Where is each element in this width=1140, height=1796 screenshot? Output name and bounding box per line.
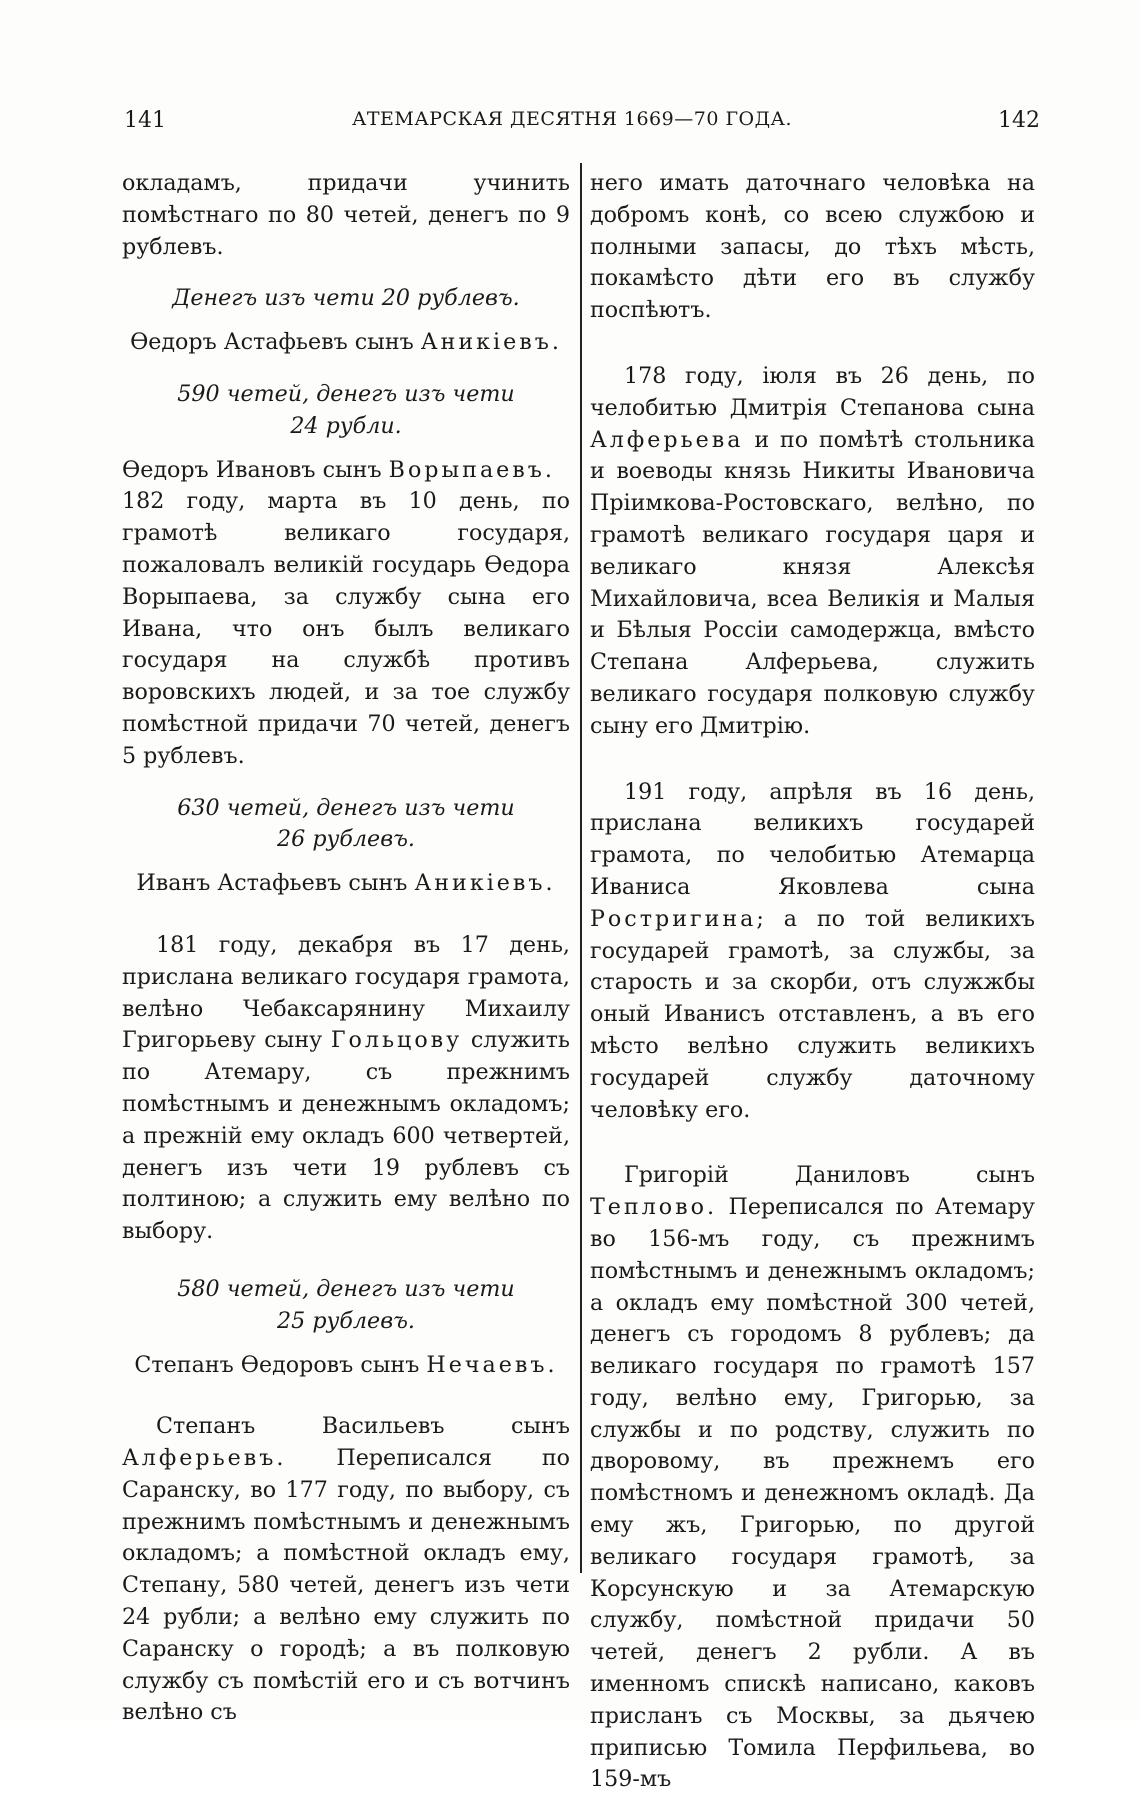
text: 181 году, декабря въ 17 день, прислана великаго государя грамота, велѣно Чебаксарянину Михаилу Григорьеву сыну (122, 931, 570, 1054)
surname-text: Аникіевъ. (414, 870, 556, 897)
surname-text: Ворыпаевъ. (388, 456, 555, 483)
name-text: Ѳедоръ Астафьевъ сынъ (130, 329, 421, 356)
surname-text: Аникіевъ. (420, 329, 562, 356)
name-text: Григорій Даниловъ сынъ (624, 1162, 1035, 1189)
left-heading-2b: 24 рубли. (290, 412, 402, 439)
page-number-right: 142 (998, 108, 1040, 133)
surname-text: Гольцову (330, 1027, 463, 1054)
surname-text: Теплово. (590, 1194, 718, 1221)
left-name-1 (122, 327, 570, 359)
page-number-left: 141 (124, 108, 166, 133)
left-paragraph-1: окладамъ, придачи учинить помѣстнаго по 80 четей, денегъ по 9 рублевъ. (122, 170, 570, 260)
left-heading-1: Денегъ изъ чети 20 рублевъ. (172, 285, 520, 312)
surname-text: Нечаевъ. (426, 1351, 558, 1378)
column-divider (580, 163, 582, 1573)
text: Переписался по Саранску, во 177 году, по выбору, съ прежнимъ помѣстнымъ и денежнымъ окладомъ; а помѣстной окладъ ему, Степану, 580 четей, денегъ изъ чети 24 рубли; а велѣно ему служить по Саранску о городѣ; а въ полковую службу съ помѣстій его и съ вотчинъ велѣно съ (122, 1445, 570, 1726)
right-paragraph-4 (590, 1160, 1035, 1796)
name-text: Степанъ Ѳедоровъ сынъ (134, 1351, 427, 1378)
text: 191 году, апрѣля въ 16 день, прислана великихъ государей грамота, по челобитью Атемарца Иваниса Яковлева сына (590, 778, 1035, 900)
text: и по помѣтѣ стольника и воеводы князь Никиты Ивановича Пріимкова-Ростовскаго, велѣно, по грамотѣ великаго государя царя и великаго князя Алексѣя Михайловича, всеа Великія и Малыя и Бѣлыя Россіи самодержца, вмѣсто Степана Алферьева, служить великаго государя полковую службу сыну его Дмитрію. (590, 426, 1035, 739)
name-text: Ѳедоръ Ивановъ сынъ (122, 456, 389, 483)
right-paragraph-2 (590, 361, 1035, 743)
left-heading-4b: 25 рублевъ. (277, 1307, 415, 1334)
right-paragraph-1: него имать даточнаго человѣка на добромъ конѣ, со всею службою и полными запасы, до тѣхъ мѣсть, покамѣсто дѣти его въ службу поспѣютъ. (590, 170, 1035, 324)
text: служить по Атемару, съ прежнимъ помѣстнымъ и денежнымъ окладомъ; а прежній ему окладъ 600 четвертей, денегъ изъ чети 19 рублевъ съ полтиною; а служить ему велѣно по выбору. (122, 1027, 570, 1245)
left-column (122, 168, 570, 1729)
left-paragraph-3 (122, 930, 570, 1248)
left-heading-3b: 26 рублевъ. (277, 826, 415, 853)
surname-text: Алферьевъ. (122, 1445, 287, 1472)
left-name-3 (122, 868, 570, 900)
text: 178 году, іюля въ 26 день, по челобитью Дмитрія Степанова сына (590, 362, 1035, 421)
surname-text: Ростригина (590, 905, 757, 932)
left-name-2 (122, 455, 570, 487)
left-paragraph-2: 182 году, марта въ 10 день, по грамотѣ великаго государя, пожаловалъ великій государь Ѳедора Ворыпаева, за службу сына его Ивана, что онъ былъ великаго государя на службѣ противъ воровскихъ людей, и за тое службу помѣстной придачи 70 четей, денегъ 5 рублевъ. (122, 488, 570, 769)
right-paragraph-3 (590, 777, 1035, 1127)
left-paragraph-4 (122, 1411, 570, 1729)
name-text: Степанъ Васильевъ сынъ (156, 1413, 570, 1440)
text: Переписался по Атемару во 156-мъ году, съ прежнимъ помѣстнымъ и денежнымъ окладомъ; а окладъ ему помѣстной 300 четей, денегъ съ городомъ 8 рублевъ; да великаго государя по грамотѣ 157 году, велѣно ему, Григорью, за службы и по родству, служить по дворовому, въ прежнемъ его помѣстномъ и денежномъ окладѣ. Да ему жъ, Григорью, по другой великаго государя грамотѣ, за Корсунскую и за Атемарскую службу, помѣстной придачи 50 четей, денегъ 2 рубли. А въ именномъ спискѣ написано, каковъ присланъ съ Москвы, за дьячею приписью Томила Перфильева, во 159-мъ (590, 1194, 1035, 1793)
left-heading-3a: 630 четей, денегъ изъ чети (177, 794, 515, 821)
running-title: АТЕМАРСКАЯ ДЕСЯТНЯ 1669—70 ГОДА. (351, 108, 792, 130)
left-heading-2a: 590 четей, денегъ изъ чети (177, 380, 515, 407)
right-column (590, 168, 1035, 1796)
text: ; а по той великихъ государей грамотѣ, за службы, за старость и за скорби, отъ служжбы оный Иванисъ отставленъ, а въ его мѣсто велѣно служить великихъ государей службу даточному человѣку его. (590, 905, 1035, 1123)
name-text: Иванъ Астафьевъ сынъ (136, 870, 415, 897)
surname-text: Алферьева (590, 426, 744, 453)
left-name-4 (122, 1350, 570, 1382)
left-heading-4a: 580 четей, денегъ изъ чети (177, 1275, 515, 1302)
